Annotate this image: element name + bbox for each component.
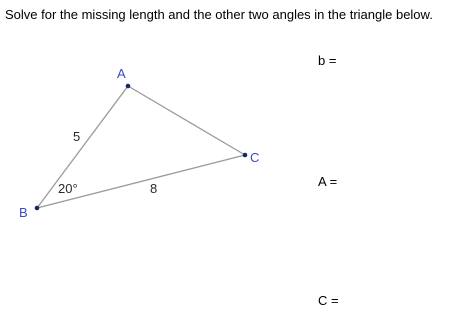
vertex-a-label: A [117, 66, 126, 81]
triangle-diagram [0, 0, 300, 240]
side-bc-length-label: 8 [150, 181, 158, 196]
vertex-c-label: C [250, 150, 260, 165]
side-ab-length-label: 5 [73, 129, 81, 144]
problem-prompt: Solve for the missing length and the other two angles in the triangle below. [5, 7, 433, 22]
answer-angle-a-label: A = [318, 174, 338, 189]
vertex-b-label: B [19, 205, 28, 220]
side-ac [128, 86, 245, 155]
angle-b-label: 20° [58, 181, 78, 196]
side-ab [37, 86, 128, 208]
vertex-a-dot [126, 84, 131, 89]
answer-angle-c-label: C = [318, 293, 339, 308]
vertex-c-dot [243, 153, 248, 158]
vertex-b-dot [35, 206, 40, 211]
answer-b-label: b = [318, 53, 337, 68]
